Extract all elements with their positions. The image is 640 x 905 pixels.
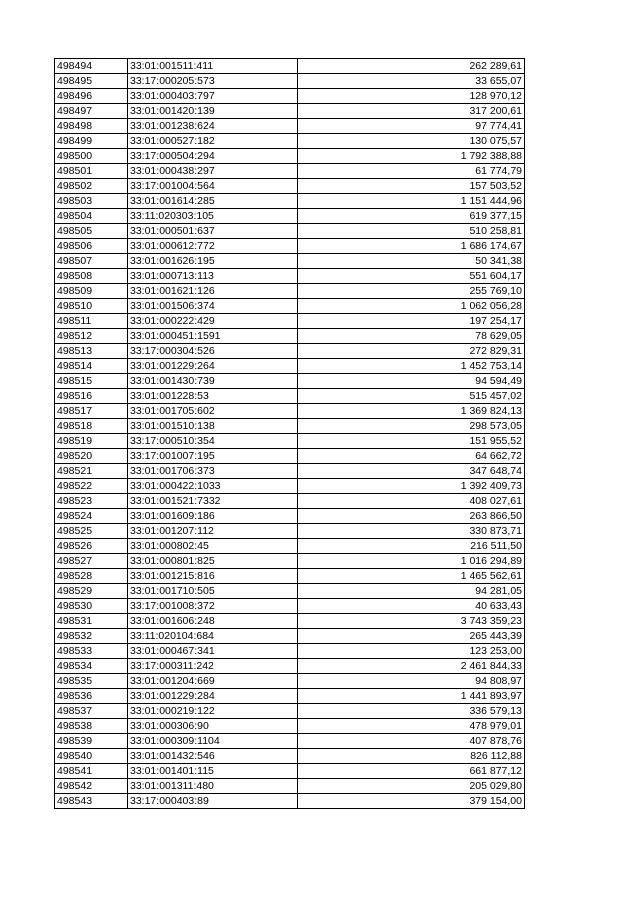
- row-id-cell: 498535: [55, 674, 128, 689]
- row-id-cell: 498508: [55, 269, 128, 284]
- cadastral-value-cell: 94 594,49: [298, 374, 525, 389]
- cadastral-value-cell: 255 769,10: [298, 284, 525, 299]
- table-row: [55, 179, 525, 194]
- row-id-cell: 498497: [55, 104, 128, 119]
- row-id-cell: 498527: [55, 554, 128, 569]
- cadastral-value-cell: 94 281,05: [298, 584, 525, 599]
- cadastral-number-cell: 33:01:001430:739: [128, 374, 298, 389]
- cadastral-value-cell: 197 254,17: [298, 314, 525, 329]
- table-row: [55, 239, 525, 254]
- cadastral-value-cell: 157 503,52: [298, 179, 525, 194]
- row-id-cell: 498511: [55, 314, 128, 329]
- cadastral-number-cell: 33:01:000451:1591: [128, 329, 298, 344]
- row-id-cell: 498523: [55, 494, 128, 509]
- cadastral-value-cell: 1 686 174,67: [298, 239, 525, 254]
- cadastral-value-cell: 1 151 444,96: [298, 194, 525, 209]
- cadastral-number-cell: 33:01:001706:373: [128, 464, 298, 479]
- cadastral-number-cell: 33:01:001432:546: [128, 749, 298, 764]
- cadastral-number-cell: 33:01:000501:637: [128, 224, 298, 239]
- cadastral-number-cell: 33:01:001705:602: [128, 404, 298, 419]
- cadastral-number-cell: 33:01:001401:115: [128, 764, 298, 779]
- table-row: [55, 464, 525, 479]
- table-row: [55, 704, 525, 719]
- cadastral-value-cell: 1 016 294,89: [298, 554, 525, 569]
- cadastral-value-cell: 33 655,07: [298, 74, 525, 89]
- cadastral-value-cell: 317 200,61: [298, 104, 525, 119]
- cadastral-number-cell: 33:01:001621:126: [128, 284, 298, 299]
- cadastral-value-cell: 123 253,00: [298, 644, 525, 659]
- cadastral-number-cell: 33:01:001311:480: [128, 779, 298, 794]
- cadastral-value-cell: 407 878,76: [298, 734, 525, 749]
- cadastral-number-cell: 33:01:000309:1104: [128, 734, 298, 749]
- row-id-cell: 498543: [55, 794, 128, 809]
- table-row: [55, 539, 525, 554]
- cadastral-value-cell: 336 579,13: [298, 704, 525, 719]
- table-row: [55, 779, 525, 794]
- table-row: [55, 104, 525, 119]
- table-row: [55, 269, 525, 284]
- table-row: [55, 494, 525, 509]
- cadastral-number-cell: 33:01:000438:297: [128, 164, 298, 179]
- cadastral-number-cell: 33:01:001238:624: [128, 119, 298, 134]
- table-row: [55, 164, 525, 179]
- row-id-cell: 498505: [55, 224, 128, 239]
- table-row: [55, 329, 525, 344]
- cadastral-number-cell: 33:17:001004:564: [128, 179, 298, 194]
- cadastral-value-cell: 265 443,39: [298, 629, 525, 644]
- cadastral-number-cell: 33:01:001420:139: [128, 104, 298, 119]
- cadastral-number-cell: 33:01:000612:772: [128, 239, 298, 254]
- cadastral-value-cell: 1 062 056,28: [298, 299, 525, 314]
- table-row: [55, 89, 525, 104]
- table-row: [55, 194, 525, 209]
- row-id-cell: 498532: [55, 629, 128, 644]
- cadastral-number-cell: 33:17:000403:89: [128, 794, 298, 809]
- cadastral-value-cell: 510 258,81: [298, 224, 525, 239]
- cadastral-value-cell: 61 774,79: [298, 164, 525, 179]
- row-id-cell: 498501: [55, 164, 128, 179]
- cadastral-number-cell: 33:01:000713:113: [128, 269, 298, 284]
- table-row: [55, 599, 525, 614]
- cadastral-value-cell: 205 029,80: [298, 779, 525, 794]
- cadastral-value-cell: 216 511,50: [298, 539, 525, 554]
- cadastral-value-cell: 2 461 844,33: [298, 659, 525, 674]
- cadastral-number-cell: 33:01:001614:285: [128, 194, 298, 209]
- cadastral-value-cell: 1 792 388,88: [298, 149, 525, 164]
- cadastral-value-cell: 330 873,71: [298, 524, 525, 539]
- table-row: [55, 689, 525, 704]
- cadastral-value-cell: 408 027,61: [298, 494, 525, 509]
- table-row: [55, 299, 525, 314]
- row-id-cell: 498541: [55, 764, 128, 779]
- cadastral-value-cell: 619 377,15: [298, 209, 525, 224]
- cadastral-number-cell: 33:17:000304:526: [128, 344, 298, 359]
- cadastral-number-cell: 33:01:001228:53: [128, 389, 298, 404]
- table-row: [55, 59, 525, 74]
- cadastral-value-cell: 50 341,38: [298, 254, 525, 269]
- table-row: [55, 119, 525, 134]
- row-id-cell: 498529: [55, 584, 128, 599]
- row-id-cell: 498540: [55, 749, 128, 764]
- cadastral-value-cell: 262 289,61: [298, 59, 525, 74]
- row-id-cell: 498506: [55, 239, 128, 254]
- cadastral-value-cell: 1 465 562,61: [298, 569, 525, 584]
- cadastral-value-cell: 478 979,01: [298, 719, 525, 734]
- row-id-cell: 498504: [55, 209, 128, 224]
- table-row: [55, 314, 525, 329]
- row-id-cell: 498496: [55, 89, 128, 104]
- table-row: [55, 764, 525, 779]
- cadastral-value-cell: 661 877,12: [298, 764, 525, 779]
- cadastral-value-cell: 97 774,41: [298, 119, 525, 134]
- cadastral-value-cell: 151 955,52: [298, 434, 525, 449]
- cadastral-number-cell: 33:01:000403:797: [128, 89, 298, 104]
- cadastral-number-cell: 33:11:020303:105: [128, 209, 298, 224]
- cadastral-value-cell: 1 369 824,13: [298, 404, 525, 419]
- table-row: [55, 149, 525, 164]
- cadastral-value-cell: 130 075,57: [298, 134, 525, 149]
- table-row: [55, 584, 525, 599]
- table-row: [55, 509, 525, 524]
- row-id-cell: 498498: [55, 119, 128, 134]
- row-id-cell: 498536: [55, 689, 128, 704]
- cadastral-value-cell: 1 452 753,14: [298, 359, 525, 374]
- row-id-cell: 498503: [55, 194, 128, 209]
- cadastral-number-cell: 33:17:000504:294: [128, 149, 298, 164]
- row-id-cell: 498500: [55, 149, 128, 164]
- cadastral-number-cell: 33:17:001008:372: [128, 599, 298, 614]
- row-id-cell: 498530: [55, 599, 128, 614]
- cadastral-value-cell: 94 808,97: [298, 674, 525, 689]
- cadastral-number-cell: 33:01:001511:411: [128, 59, 298, 74]
- table-row: [55, 284, 525, 299]
- cadastral-value-cell: 1 392 409,73: [298, 479, 525, 494]
- cadastral-number-cell: 33:17:000205:573: [128, 74, 298, 89]
- row-id-cell: 498524: [55, 509, 128, 524]
- row-id-cell: 498509: [55, 284, 128, 299]
- cadastral-number-cell: 33:01:000802:45: [128, 539, 298, 554]
- row-id-cell: 498495: [55, 74, 128, 89]
- row-id-cell: 498526: [55, 539, 128, 554]
- table-row: [55, 254, 525, 269]
- row-id-cell: 498513: [55, 344, 128, 359]
- table-row: [55, 644, 525, 659]
- table-row: [55, 554, 525, 569]
- table-row: [55, 344, 525, 359]
- row-id-cell: 498528: [55, 569, 128, 584]
- row-id-cell: 498534: [55, 659, 128, 674]
- row-id-cell: 498521: [55, 464, 128, 479]
- row-id-cell: 498510: [55, 299, 128, 314]
- table-row: [55, 794, 525, 809]
- cadastral-value-cell: 3 743 359,23: [298, 614, 525, 629]
- cadastral-number-cell: 33:01:001626:195: [128, 254, 298, 269]
- cadastral-number-cell: 33:11:020104:684: [128, 629, 298, 644]
- row-id-cell: 498520: [55, 449, 128, 464]
- cadastral-value-cell: 64 662,72: [298, 449, 525, 464]
- row-id-cell: 498525: [55, 524, 128, 539]
- row-id-cell: 498516: [55, 389, 128, 404]
- cadastral-number-cell: 33:01:001229:284: [128, 689, 298, 704]
- row-id-cell: 498537: [55, 704, 128, 719]
- table-row: [55, 74, 525, 89]
- table-row: [55, 614, 525, 629]
- row-id-cell: 498522: [55, 479, 128, 494]
- cadastral-value-cell: 40 633,43: [298, 599, 525, 614]
- cadastral-number-cell: 33:01:000222:429: [128, 314, 298, 329]
- row-id-cell: 498494: [55, 59, 128, 74]
- cadastral-value-cell: 1 441 893,97: [298, 689, 525, 704]
- row-id-cell: 498514: [55, 359, 128, 374]
- cadastral-number-cell: 33:01:001510:138: [128, 419, 298, 434]
- row-id-cell: 498502: [55, 179, 128, 194]
- data-table-body: [55, 59, 525, 809]
- table-row: [55, 434, 525, 449]
- table-row: [55, 674, 525, 689]
- table-row: [55, 629, 525, 644]
- cadastral-value-cell: 826 112,88: [298, 749, 525, 764]
- row-id-cell: 498507: [55, 254, 128, 269]
- table-row: [55, 209, 525, 224]
- cadastral-number-cell: 33:01:000219:122: [128, 704, 298, 719]
- row-id-cell: 498533: [55, 644, 128, 659]
- cadastral-value-cell: 298 573,05: [298, 419, 525, 434]
- table-row: [55, 359, 525, 374]
- row-id-cell: 498499: [55, 134, 128, 149]
- table-row: [55, 524, 525, 539]
- table-row: [55, 749, 525, 764]
- cadastral-number-cell: 33:01:001207:112: [128, 524, 298, 539]
- row-id-cell: 498519: [55, 434, 128, 449]
- cadastral-number-cell: 33:01:001710:505: [128, 584, 298, 599]
- row-id-cell: 498542: [55, 779, 128, 794]
- cadastral-value-cell: 551 604,17: [298, 269, 525, 284]
- data-table: [54, 58, 525, 809]
- row-id-cell: 498518: [55, 419, 128, 434]
- cadastral-number-cell: 33:01:001215:816: [128, 569, 298, 584]
- cadastral-number-cell: 33:17:000510:354: [128, 434, 298, 449]
- table-row: [55, 449, 525, 464]
- row-id-cell: 498515: [55, 374, 128, 389]
- table-row: [55, 404, 525, 419]
- row-id-cell: 498517: [55, 404, 128, 419]
- cadastral-value-cell: 128 970,12: [298, 89, 525, 104]
- table-row: [55, 479, 525, 494]
- cadastral-number-cell: 33:01:000801:825: [128, 554, 298, 569]
- cadastral-number-cell: 33:01:000467:341: [128, 644, 298, 659]
- row-id-cell: 498531: [55, 614, 128, 629]
- cadastral-value-cell: 272 829,31: [298, 344, 525, 359]
- cadastral-value-cell: 78 629,05: [298, 329, 525, 344]
- table-row: [55, 419, 525, 434]
- table-row: [55, 659, 525, 674]
- cadastral-value-cell: 263 866,50: [298, 509, 525, 524]
- cadastral-value-cell: 515 457,02: [298, 389, 525, 404]
- cadastral-number-cell: 33:01:000527:182: [128, 134, 298, 149]
- cadastral-number-cell: 33:01:001606:248: [128, 614, 298, 629]
- cadastral-number-cell: 33:01:001521:7332: [128, 494, 298, 509]
- cadastral-value-cell: 347 648,74: [298, 464, 525, 479]
- cadastral-number-cell: 33:01:000422:1033: [128, 479, 298, 494]
- table-row: [55, 569, 525, 584]
- table-row: [55, 719, 525, 734]
- cadastral-number-cell: 33:01:001609:186: [128, 509, 298, 524]
- table-row: [55, 134, 525, 149]
- table-row: [55, 374, 525, 389]
- cadastral-number-cell: 33:01:001229:264: [128, 359, 298, 374]
- spreadsheet-page: [54, 58, 524, 809]
- row-id-cell: 498512: [55, 329, 128, 344]
- cadastral-number-cell: 33:01:000306:90: [128, 719, 298, 734]
- table-row: [55, 734, 525, 749]
- cadastral-number-cell: 33:01:001204:669: [128, 674, 298, 689]
- cadastral-number-cell: 33:17:001007:195: [128, 449, 298, 464]
- table-row: [55, 224, 525, 239]
- table-row: [55, 389, 525, 404]
- cadastral-number-cell: 33:01:001506:374: [128, 299, 298, 314]
- cadastral-number-cell: 33:17:000311:242: [128, 659, 298, 674]
- cadastral-value-cell: 379 154,00: [298, 794, 525, 809]
- row-id-cell: 498539: [55, 734, 128, 749]
- row-id-cell: 498538: [55, 719, 128, 734]
